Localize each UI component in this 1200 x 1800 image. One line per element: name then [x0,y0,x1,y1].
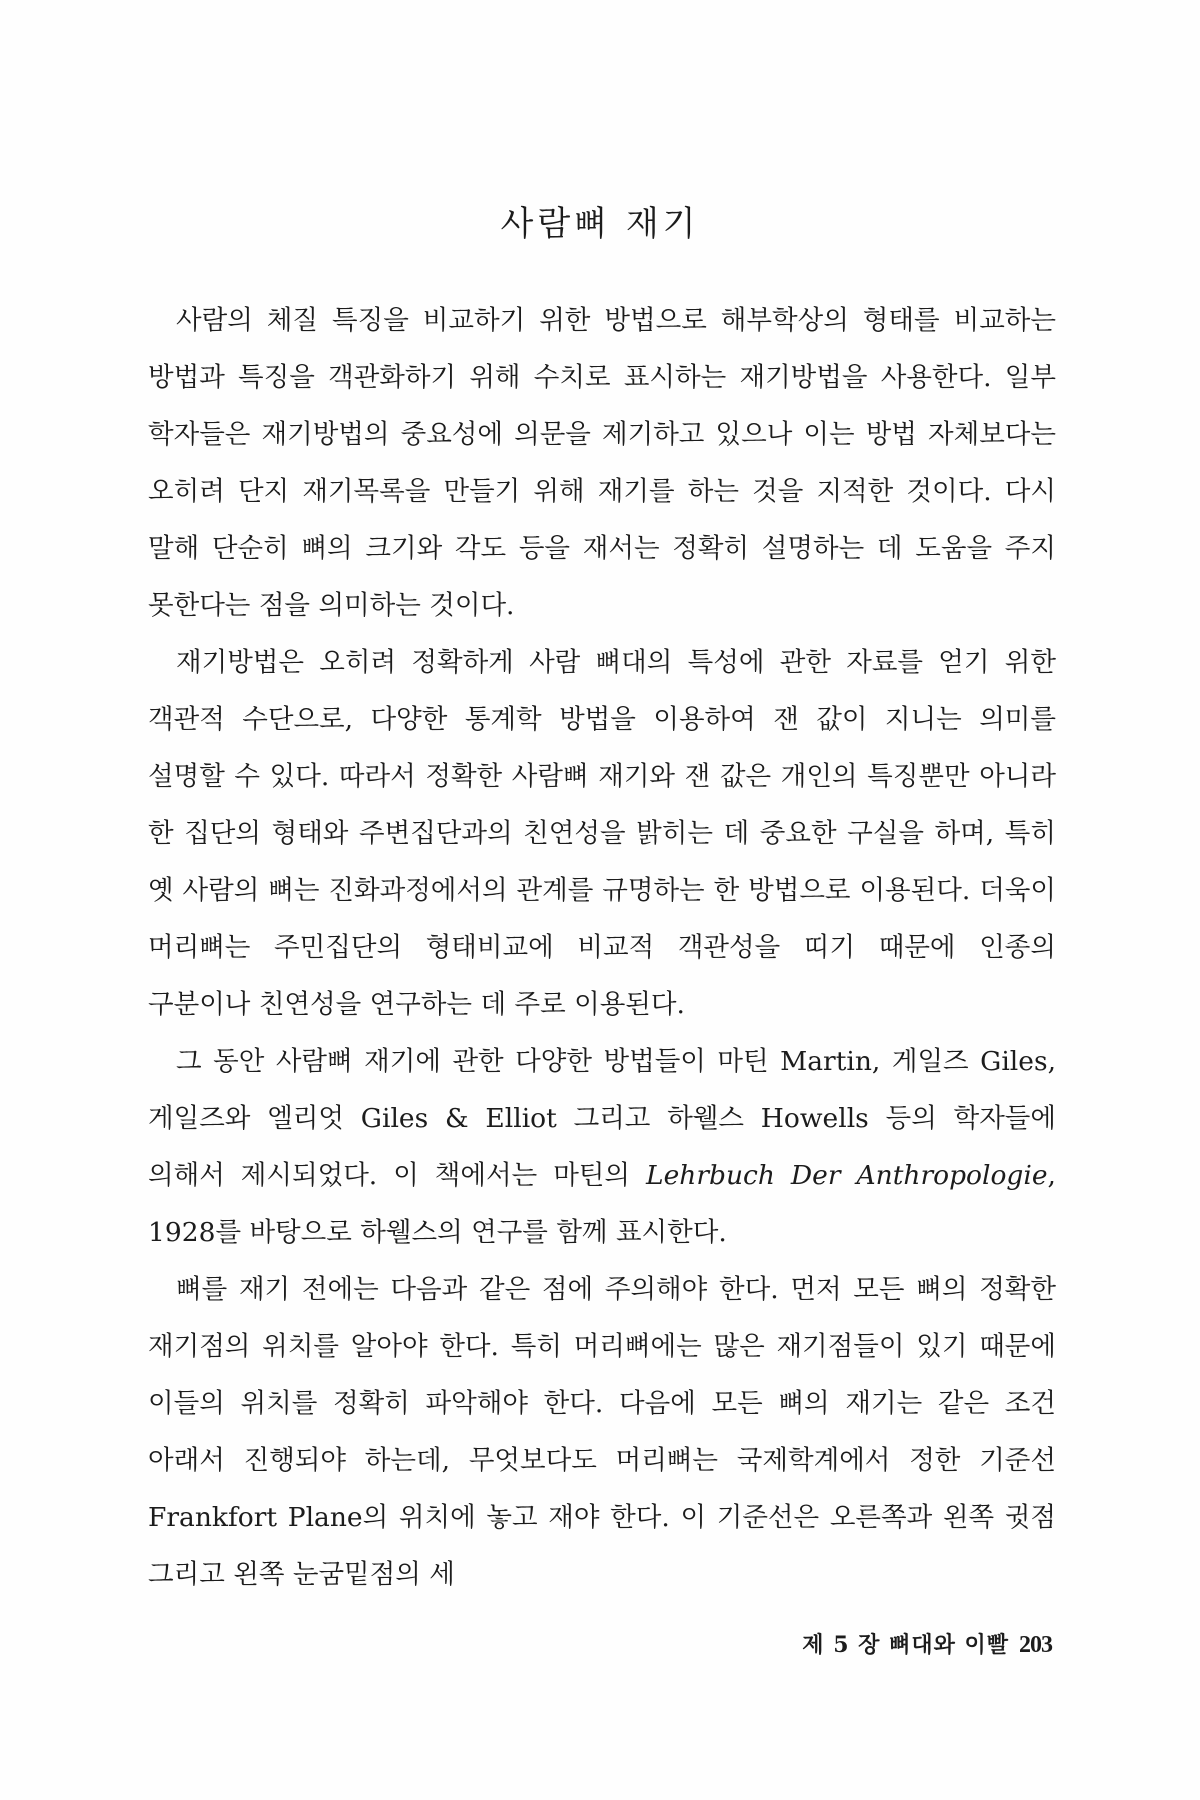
body-text [148,292,1056,1603]
book-title-citation: Lehrbuch Der Anthropologie [645,1160,1048,1191]
page-number: 203 [1019,1632,1052,1658]
paragraph-3-text-after: , 1928를 바탕으로 하웰스의 연구를 함께 표시한다. [148,1160,1056,1248]
running-footer [802,1628,1052,1659]
paragraph-3-text-before: 그 동안 사람뼈 재기에 관한 다양한 방법들이 마틴 Martin, 게일즈 Giles, 게일즈와 엘리엇 Giles & Elliot 그리고 하웰스 Howells 등의 학자들에 의해서 제시되었다. 이 책에서는 마틴의 [148,1046,1056,1191]
chapter-label: 제 5 장 뼈대와 이빨 [802,1632,1009,1658]
paragraph-3 [148,1033,1056,1261]
paragraph-1: 사람의 체질 특징을 비교하기 위한 방법으로 해부학상의 형태를 비교하는 방법과 특징을 객관화하기 위해 수치로 표시하는 재기방법을 사용한다. 일부 학자들은 재기방법의 중요성에 의문을 제기하고 있으나 이는 방법 자체보다는 오히려 단지 재기목록을 만들기 위해 재기를 하는 것을 지적한 것이다. 다시 말해 단순히 뼈의 크기와 각도 등을 재서는 정확히 설명하는 데 도움을 주지 못한다는 점을 의미하는 것이다. [148,305,1056,621]
paragraph-2: 재기방법은 오히려 정확하게 사람 뼈대의 특성에 관한 자료를 얻기 위한 객관적 수단으로, 다양한 통계학 방법을 이용하여 잰 값이 지니는 의미를 설명할 수 있다. 따라서 정확한 사람뼈 재기와 잰 값은 개인의 특징뿐만 아니라 한 집단의 형태와 주변집단과의 친연성을 밝히는 데 중요한 구실을 하며, 특히 옛 사람의 뼈는 진화과정에서의 관계를 규명하는 한 방법으로 이용된다. 더욱이 머리뼈는 주민집단의 형태비교에 비교적 객관성을 띠기 때문에 인종의 구분이나 친연성을 연구하는 데 주로 이용된다. [148,647,1056,1020]
paragraph-4: 뼈를 재기 전에는 다음과 같은 점에 주의해야 한다. 먼저 모든 뼈의 정확한 재기점의 위치를 알아야 한다. 특히 머리뼈에는 많은 재기점들이 있기 때문에 이들의 위치를 정확히 파악해야 한다. 다음에 모든 뼈의 재기는 같은 조건 아래서 진행되야 하는데, 무엇보다도 머리뼈는 국제학계에서 정한 기준선 Frankfort Plane의 위치에 놓고 재야 한다. 이 기준선은 오른쪽과 왼쪽 귓점 그리고 왼쪽 눈굼밑점의 세 [148,1274,1056,1590]
section-title: 사람뼈 재기 [500,204,700,244]
